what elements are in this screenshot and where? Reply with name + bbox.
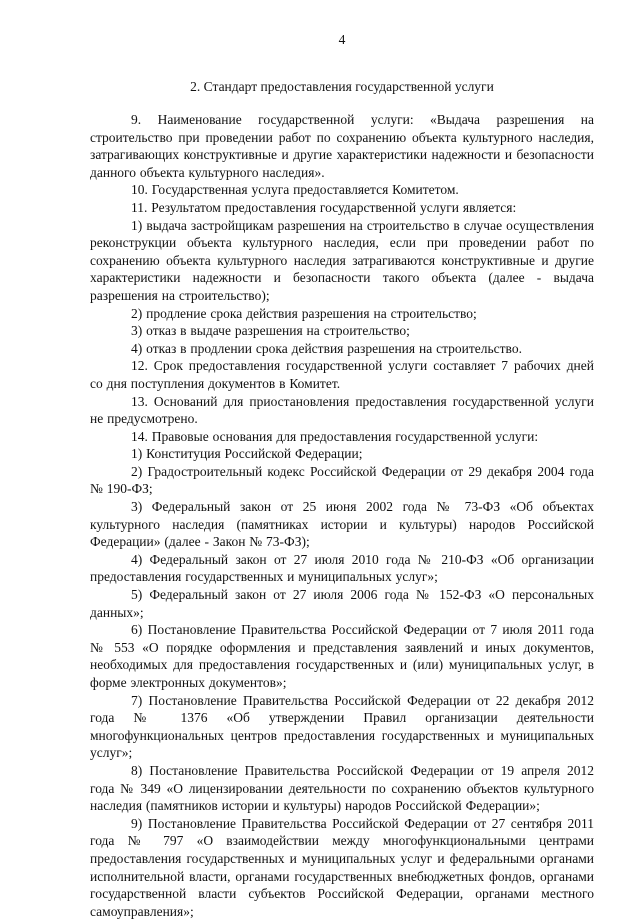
list-item-14-3: 3) Федеральный закон от 25 июня 2002 года № 73-ФЗ «Об объектах культурного наследия (памятниках истории и культуры) народов Российской Федерации» (далее - Закон № 73-ФЗ); — [90, 499, 594, 550]
paragraph-item-9: 9. Наименование государственной услуги: «Выдача разрешения на строительство при проведении работ по сохранению объекта культурного наследия, затрагивающих конструктивные и другие характеристики надежности и безопасности данного объекта культурного наследия». — [90, 112, 594, 180]
list-item-14-4: 4) Федеральный закон от 27 июля 2010 года № 210-ФЗ «Об организации предоставления государственных и муниципальных услуг»; — [90, 551, 594, 585]
list-item-14-8: 8) Постановление Правительства Российской Федерации от 19 апреля 2012 года № 349 «О лицензировании деятельности по сохранению объектов культурного наследия (памятников истории и культуры) народов Российской Федерации»; — [90, 762, 594, 814]
paragraph-item-13: 13. Оснований для приостановления предоставления государственной услуги не предусмотрено. — [90, 393, 594, 427]
list-item-14-7: 7) Постановление Правительства Российской Федерации от 22 декабря 2012 года № 1376 «Об утверждении Правил организации деятельности многофункциональных центров предоставления государственных и муниципальных услуг»; — [90, 692, 594, 761]
list-item-14-1: 1) Конституция Российской Федерации; — [131, 446, 363, 462]
list-item-11-1: 1) выдача застройщикам разрешения на строительство в случае осуществления реконструкции объекта культурного наследия, если при проведении работ по сохранению объекта культурного наследия затрагиваются конструктивные и другие характеристики надежности и безопасности такого объекта (далее - выдача разрешения на строительство); — [90, 217, 594, 303]
paragraph-item-11: 11. Результатом предоставления государственной услуги является: — [131, 199, 517, 215]
list-item-14-9: 9) Постановление Правительства Российской Федерации от 27 сентября 2011 года № 797 «О взаимодействии между многофункциональными центрами предоставления государственных и муниципальных услуг и федеральными органами исполнительной власти, органами государственных внебюджетных фондов, органами государственной власти субъектов Российской Федерации, органами местного самоуправления»; — [90, 815, 594, 919]
document-page — [90, 32, 594, 920]
page-number: 4 — [338, 32, 346, 47]
paragraph-item-12: 12. Срок предоставления государственной услуги составляет 7 рабочих дней со дня поступления документов в Комитет. — [90, 358, 594, 391]
list-item-14-6: 6) Постановление Правительства Российской Федерации от 7 июля 2011 года № 553 «О порядке оформления и представления заявлений и иных документов, необходимых для предоставления государственных и (или) муниципальных услуг, в форме электронных документов»; — [90, 622, 594, 690]
section-title: 2. Стандарт предоставления государственной услуги — [190, 79, 494, 94]
list-item-11-3: 3) отказ в выдаче разрешения на строительство; — [131, 323, 410, 339]
list-item-11-4: 4) отказ в продлении срока действия разрешения на строительство. — [131, 340, 522, 356]
list-item-14-5: 5) Федеральный закон от 27 июля 2006 года № 152-ФЗ «О персональных данных»; — [90, 587, 594, 620]
list-item-11-2: 2) продление срока действия разрешения на строительство; — [131, 305, 477, 321]
paragraph-item-10: 10. Государственная услуга предоставляется Комитетом. — [131, 182, 459, 198]
list-item-14-2: 2) Градостроительный кодекс Российской Федерации от 29 декабря 2004 года № 190-ФЗ; — [90, 463, 594, 497]
paragraph-item-14: 14. Правовые основания для предоставления государственной услуги: — [131, 428, 539, 444]
document-body — [90, 111, 594, 920]
